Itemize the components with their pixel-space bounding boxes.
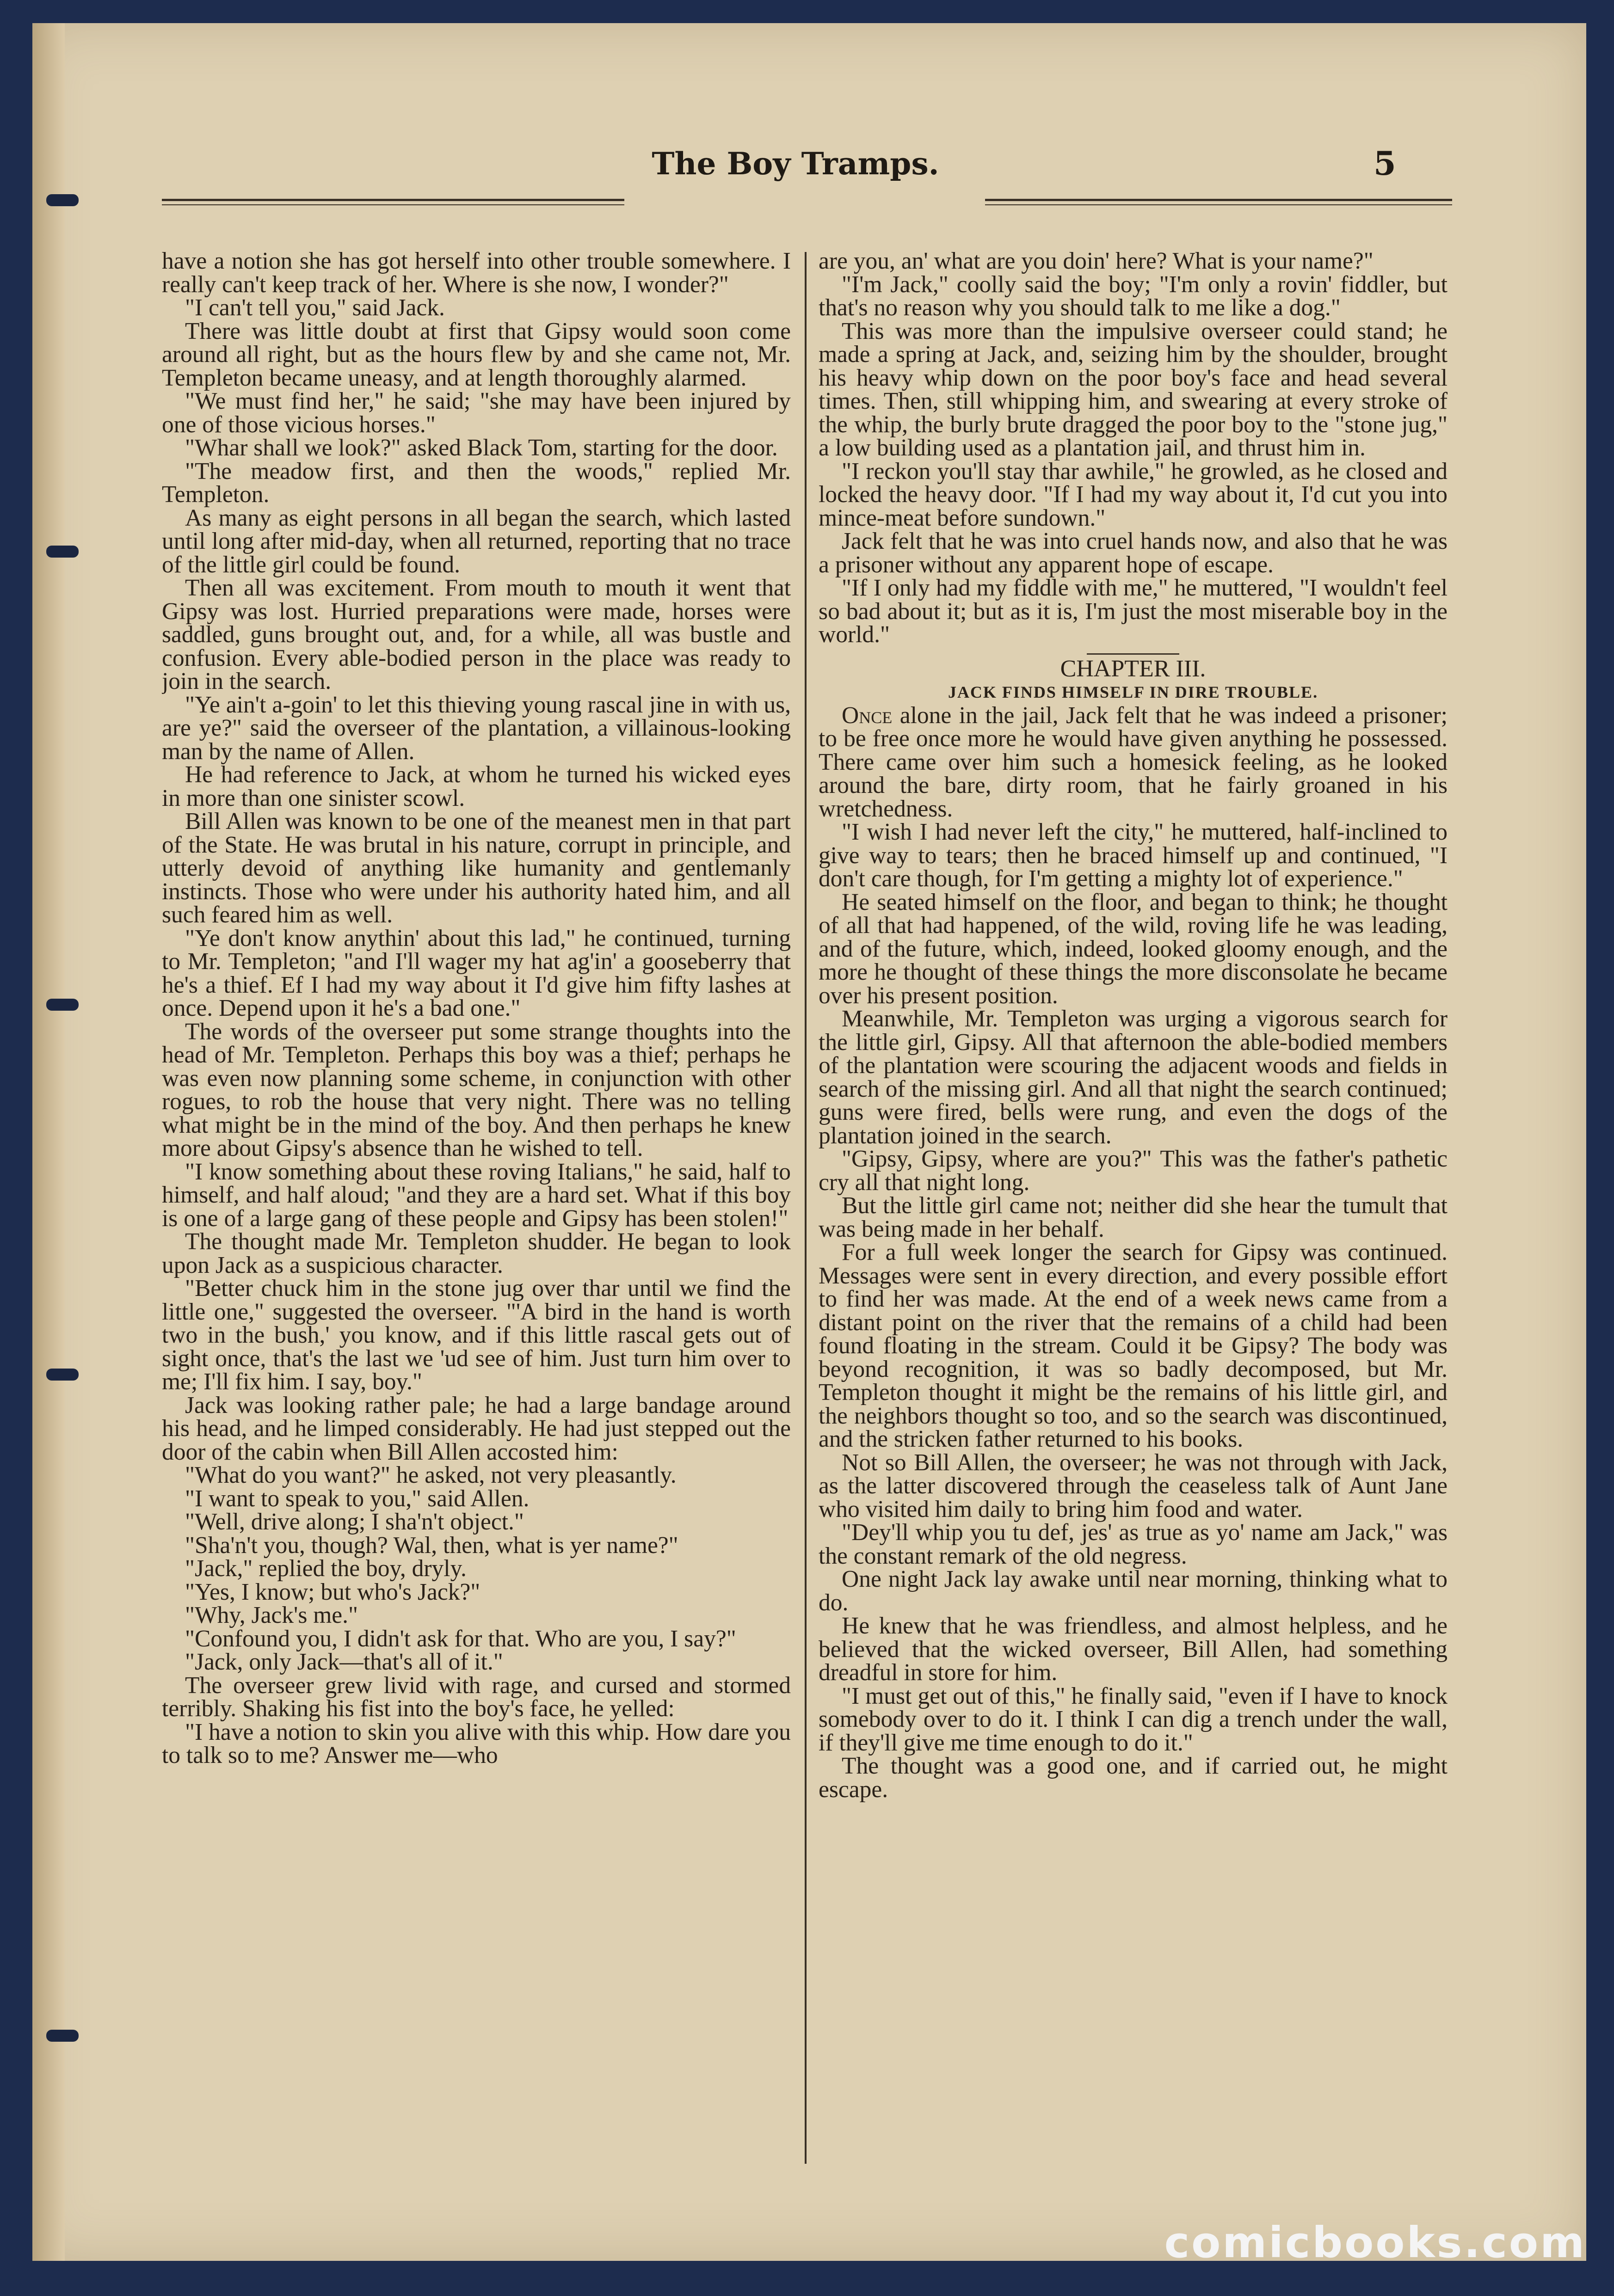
paragraph: "Confound you, I didn't ask for that. Who are you, I say?" (185, 1625, 736, 1652)
paragraph: The overseer grew livid with rage, and cursed and stormed terribly. Shaking his fist into the boy's face, he yelled: (162, 1672, 791, 1722)
paragraph: Jack was looking rather pale; he had a large bandage around his head, and he limped considerably. He had just stepped out the door of the cabin when Bill Allen accosted him: (162, 1392, 791, 1465)
binding-stitch (46, 999, 79, 1011)
binding-stitch (46, 2030, 79, 2042)
paragraph: The thought made Mr. Templeton shudder. He began to look upon Jack as a suspicious character. (162, 1228, 791, 1278)
paragraph: "I wish I had never left the city," he muttered, half-inclined to give way to tears; then he braced himself up and continued, "I don't care though, for I'm getting a mighty lot of experience." (819, 819, 1448, 892)
paragraph: "Yes, I know; but who's Jack?" (185, 1578, 481, 1605)
paragraph: The thought was a good one, and if carried out, he might escape. (819, 1753, 1448, 1803)
chapter-title: CHAPTER III. (1060, 655, 1206, 682)
paragraph: have a notion she has got herself into other trouble somewhere. I really can't keep track of her. Where is she now, I wonder?" (162, 250, 791, 298)
paragraph: Bill Allen was known to be one of the meanest men in that part of the State. He was brutal in his nature, corrupt in principle, and utterly devoid of anything like humanity and gentlemanly instincts. Those who were under his authority hated him, and all such feared him as well. (162, 808, 791, 928)
site-watermark: comicbooks.com (1164, 2218, 1586, 2267)
paragraph: "Better chuck him in the stone jug over thar until we find the little one," suggested the overseer. "'A bird in the hand is worth two in the bush,' you know, and if this little rascal gets out of sight once, that's the last we 'ud see of him. Just turn him over to me; I'll fix him. I say, boy." (162, 1275, 791, 1395)
paragraph: As many as eight persons in all began the search, which lasted until long after mid-day, when all returned, reporting that no trace of the little girl could be found. (162, 504, 791, 578)
paragraph: "Ye ain't a-goin' to let this thieving young rascal jine in with us, are ye?" said the overseer of the plantation, a villainous-looking man by the name of Allen. (162, 691, 791, 765)
chapter-opening-paragraph (819, 704, 1448, 821)
paragraph: "Well, drive along; I sha'n't object." (185, 1509, 524, 1535)
paragraph: "I must get out of this," he finally said, "even if I have to knock somebody over to do it. I think I can dig a trench under the wall, if they'll give me time enough to do it." (819, 1682, 1448, 1756)
paragraph: "Ye don't know anythin' about this lad," he continued, turning to Mr. Templeton; "and I'll wager my hat ag'in' a gooseberry that he's a thief. Ef I had my way about it I'd give him fifty lashes at once. Depend upon it he's a bad one." (162, 925, 791, 1021)
paragraph: are you, an' what are you doin' here? What is your name?" (819, 250, 1374, 274)
header-rule (162, 204, 624, 205)
paragraph: He had reference to Jack, at whom he turned his wicked eyes in more than one sinister scowl. (162, 761, 791, 811)
paragraph: "Gipsy, Gipsy, where are you?" This was the father's pathetic cry all that night long. (819, 1146, 1448, 1196)
paragraph: "Whar shall we look?" asked Black Tom, starting for the door. (185, 435, 778, 461)
header-rule (985, 199, 1452, 201)
chapter-subtitle: JACK FINDS HIMSELF IN DIRE TROUBLE. (948, 683, 1318, 701)
page-gutter (32, 23, 65, 2261)
header-rule (162, 199, 624, 201)
binding-stitch (46, 546, 79, 558)
paragraph: "Why, Jack's me." (185, 1602, 358, 1628)
paragraph: The words of the overseer put some strange thoughts into the head of Mr. Templeton. Perhaps this boy was a thief; perhaps he was even now planning some scheme, in conjunction with other rogues, to rob the house that very night. There was no telling what might be in the mind of the boy. And then perhaps he knew more about Gipsy's absence than he wished to tell. (162, 1018, 791, 1161)
binding-stitch (46, 194, 79, 206)
paragraph: "What do you want?" he asked, not very pleasantly. (185, 1462, 677, 1488)
paragraph: But the little girl came not; neither did she hear the tumult that was being made in her behalf. (819, 1192, 1448, 1242)
binding-stitch (46, 1369, 79, 1381)
header-rule (985, 204, 1452, 205)
paragraph: "Jack," replied the boy, dryly. (185, 1555, 467, 1582)
left-column (162, 250, 791, 2164)
paragraph: "I'm Jack," coolly said the boy; "I'm only a rovin' fiddler, but that's no reason why you should talk to me like a dog." (819, 271, 1448, 321)
paragraph: "If I only had my fiddle with me," he muttered, "I wouldn't feel so bad about it; but as it is, I'm just the most miserable boy in the world." (819, 575, 1448, 648)
paragraph: He knew that he was friendless, and almost helpless, and he believed that the wicked overseer, Bill Allen, had something dreadful in store for him. (819, 1613, 1448, 1686)
paragraph: "I have a notion to skin you alive with this whip. How dare you to talk so to me? Answer me—who (162, 1719, 791, 1768)
paragraph: One night Jack lay awake until near morning, thinking what to do. (819, 1566, 1448, 1616)
paragraph: "I reckon you'll stay thar awhile," he growled, as he closed and locked the heavy door. "If I had my way about it, I'd cut you into mince-meat before sundown." (819, 458, 1448, 531)
paragraph: There was little doubt at first that Gipsy would soon come around all right, but as the hours flew by and she came not, Mr. Templeton became uneasy, and at length thoroughly alarmed. (162, 318, 791, 391)
paragraph: Jack felt that he was into cruel hands now, and also that he was a prisoner without any apparent hope of escape. (819, 528, 1448, 578)
chapter-rule (1087, 653, 1179, 655)
paragraph: "I want to speak to you," said Allen. (185, 1485, 530, 1512)
column-divider (805, 252, 807, 2164)
paragraph: "Sha'n't you, though? Wal, then, what is yer name?" (185, 1532, 678, 1559)
paragraph: "I know something about these roving Italians," he said, half to himself, and half aloud; "and they are a hard set. What if this boy is one of a large gang of these people and Gipsy has been stolen!" (162, 1158, 791, 1232)
paragraph: "Jack, only Jack—that's all of it." (185, 1649, 503, 1675)
paragraph: Not so Bill Allen, the overseer; he was not through with Jack, as the latter discovered through the ceaseless talk of Aunt Jane who visited him daily to bring him food and water. (819, 1449, 1448, 1522)
magazine-page (32, 23, 1586, 2261)
paragraph: "We must find her," he said; "she may have been injured by one of those vicious horses." (162, 388, 791, 438)
running-title: The Boy Tramps. (652, 146, 939, 182)
paragraph: He seated himself on the floor, and began to think; he thought of all that had happened, of the wild, roving life he was leading, and of the future, which, indeed, looked gloomy enough, and the more he thought of these things the more disconsolate he became over his present position. (819, 889, 1448, 1009)
right-column (819, 250, 1448, 2164)
paragraph: "The meadow first, and then the woods," replied Mr. Templeton. (162, 458, 791, 508)
paragraph: This was more than the impulsive overseer could stand; he made a spring at Jack, and, seizing him by the shoulder, brought his heavy whip down on the poor boy's face and head several times. Then, still whipping him, and swearing at every stroke of the whip, the burly brute dragged the poor boy to the "stone jug," a low building used as a plantation jail, and thrust him in. (819, 318, 1448, 461)
page-number: 5 (1374, 144, 1396, 183)
drop-lead: Once (842, 702, 893, 729)
paragraph: "Dey'll whip you tu def, jes' as true as yo' name am Jack," was the constant remark of the old negress. (819, 1519, 1448, 1569)
right-column-text (819, 250, 1448, 647)
paragraph: Then all was excitement. From mouth to mouth it went that Gipsy was lost. Hurried preparations were made, horses were saddled, guns brought out, and, for a while, all was bustle and confusion. Every able-bodied person in the place was ready to join in the search. (162, 575, 791, 694)
chapter-opening-text: alone in the jail, Jack felt that he was indeed a prisoner; to be free once more he would have given anything he possessed. There came over him such a homesick feeling, as he looked around the bare, dirty room, that he fairly groaned in his wretchedness. (819, 702, 1448, 822)
paragraph: Meanwhile, Mr. Templeton was urging a vigorous search for the little girl, Gipsy. All that afternoon the able-bodied members of the plantation were scouring the adjacent woods and fields in search of the missing girl. And all that night the search continued; guns were fired, bells were rung, and even the dogs of the plantation joined in the search. (819, 1006, 1448, 1149)
paragraph: For a full week longer the search for Gipsy was continued. Messages were sent in every direction, and every possible effort to find her was made. At the end of a week news came from a distant point on the river that the remains of a child had been found floating in the stream. Could it be Gipsy? The body was beyond recognition, it was so badly decomposed, but Mr. Templeton thought it might be the remains of his little girl, and the neighbors thought so too, and so the search was discontinued, and the stricken father returned to his books. (819, 1239, 1448, 1452)
right-column-text (819, 821, 1448, 1801)
paragraph: "I can't tell you," said Jack. (185, 295, 445, 321)
